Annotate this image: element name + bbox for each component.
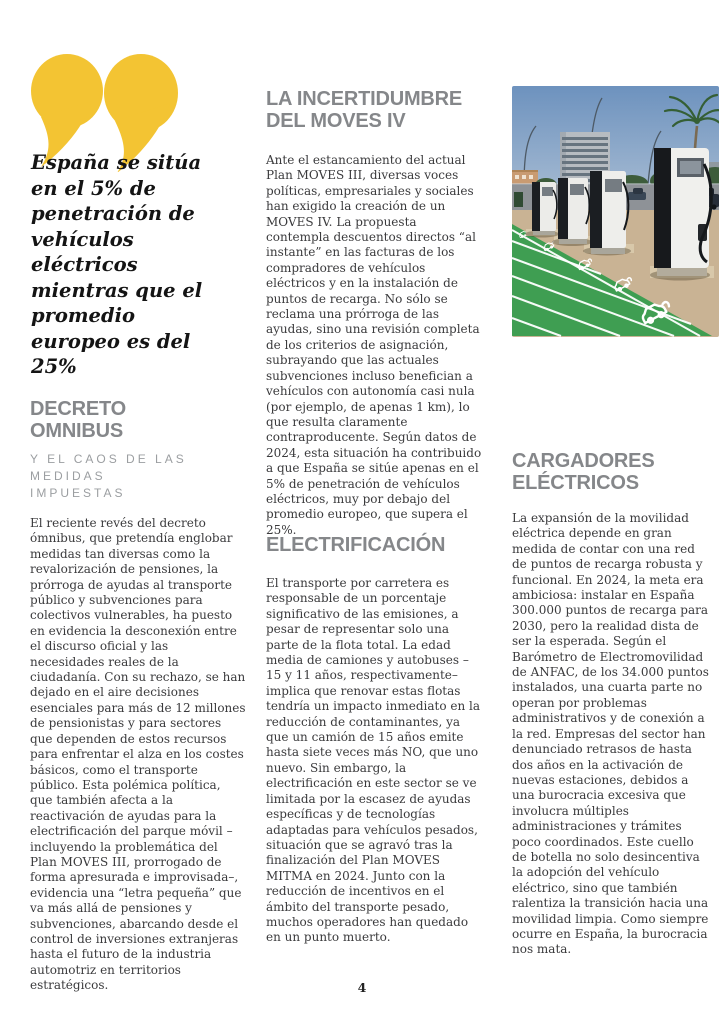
charger-unit-3 (590, 171, 628, 254)
article-body-electrificacion: El transporte por carretera es responsable de un porcentaje significativo de las emisiones, a pesar de representar solo una parte de la flota total. La edad media de camiones y autobuses –15 y 11 años, respectivamente– implica que renovar estas flotas tendría un impacto inmediato en la reducción de contaminantes, ya que un camión de 15 años emite hasta siete veces más NO, que uno nuevo. Sin embargo, la electrificación en este sector se ve limitada por la escasez de ayudas específicas y de tecnologías adaptadas para vehículos pesados, situación que se agravó tras la finalización del Plan MOVES MITMA en 2024. Junto con la reducción de incentivos en el ámbito del transporte pesado, muchos operadores han quedado en un punto muerto. (266, 576, 481, 945)
charger-unit-4 (654, 148, 711, 276)
charger-unit-2 (558, 178, 590, 244)
article-cargadores (512, 450, 712, 958)
article-decreto-omnibus (30, 398, 246, 994)
article-subtitle-decreto (30, 451, 246, 502)
article-title-electrificacion: ELECTRIFICACIÓN (266, 534, 446, 556)
subtitle-line: MEDIDAS (30, 469, 106, 483)
article-title-moves: LA INCERTIDUMBRE DEL MOVES IV (266, 88, 463, 132)
subtitle-line: Y EL CAOS DE LAS (30, 452, 187, 466)
article-body-decreto: El reciente revés del decreto ómnibus, que pretendía englobar medidas tan diversas como la revalorización de pensiones, la prórroga de ayudas al transporte público y subvenciones para colectivos vulnerables, ha puesto en evidencia la desconexión entre el discurso oficial y las necesidades reales de la ciudadanía. Con su rechazo, se han dejado en el aire decisiones esenciales para más de 12 millones de pensionistas y para sectores que dependen de estos recursos para enfrentar el alza en los costes básicos, como el transporte público. Esta polémica política, que también afecta a la reactivación de ayudas para la electrificación del parque móvil –incluyendo la problemática del Plan MOVES III, prorrogado de forma apresurada e improvisada–, evidencia una “letra pequeña” que va más allá de pensiones y subvenciones, abarcando desde el control de inversiones extranjeras hasta el futuro de la industria automotriz en territorios estratégicos. (30, 516, 246, 993)
subtitle-line: IMPUESTAS (30, 486, 126, 500)
ev-chargers-photo-svg (512, 86, 719, 337)
article-body-cargadores: La expansión de la movilidad eléctrica depende en gran medida de contar con una red de puntos de recarga robusta y funcional. En 2024, la meta era ambiciosa: instalar en España 300.000 puntos de recarga para 2030, pero la realidad dista de ser la esperada. Según el Barómetro de Electromovilidad de ANFAC, de los 34.000 puntos instalados, una cuarta parte no operan por problemas administrativos y de conexión a la red. Empresas del sector han denunciado retrasos de hasta dos años en la activación de nuevas estaciones, debidos a una burocracia excesiva que involucra múltiples administraciones y trámites poco coordinados. Este cuello de botella no solo desincentiva la adopción del vehículo eléctrico, sino que también ralentiza la transición hacia una movilidad limpia. Como siempre ocurre en España, la burocracia nos mata. (512, 511, 709, 957)
article-title-cargadores: CARGADORES ELÉCTRICOS (512, 450, 655, 494)
article-moves-iv (266, 88, 482, 538)
pull-quote: España se sitúa en el 5% de penetración de vehículos eléctricos mientras que el promedio europeo es del 25% (31, 151, 203, 378)
article-body-moves: Ante el estancamiento del actual Plan MOVES III, diversas voces políticas, empresariales y sociales han exigido la creación de un MOVES IV. La propuesta contempla descuentos directos “al instante” en las facturas de los compradores de vehículos eléctricos y en la instalación de puntos de recarga. No sólo se reclama una prórroga de las ayudas, sino una revisión completa de los criterios de asignación, subrayando que las actuales subvenciones incluso benefician a vehículos con autonomía casi nula (por ejemplo, de apenas 1 km), lo que resulta claramente contraproducente. Según datos de 2024, esta situación ha contribuido a que España se sitúe apenas en el 5% de penetración de vehículos eléctricos, muy por debajo del promedio europeo, que supera el 25%. (266, 153, 482, 537)
page-number: 4 (357, 980, 367, 995)
charger-unit-1 (532, 182, 557, 235)
article-electrificacion (266, 534, 482, 946)
article-title-decreto: DECRETO OMNIBUS (30, 398, 127, 442)
bin (514, 192, 523, 207)
ev-chargers-photo (512, 86, 719, 337)
